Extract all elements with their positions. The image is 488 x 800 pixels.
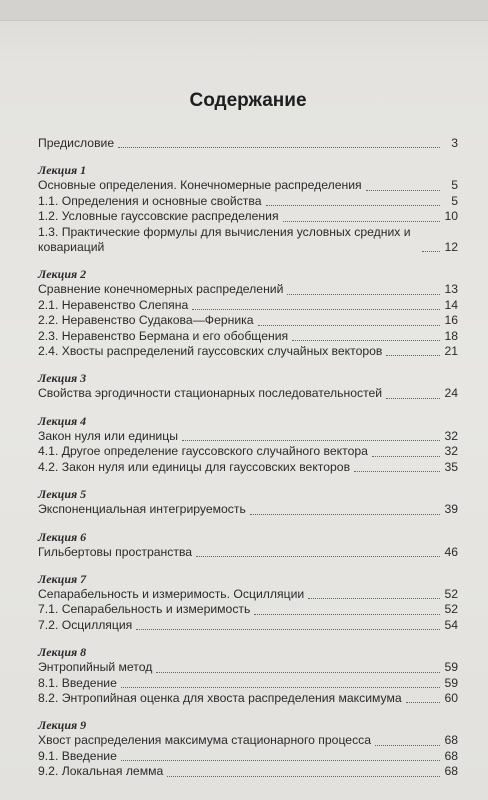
lecture-section: [38, 267, 458, 365]
entry-text: 8.1. Введение: [38, 675, 117, 690]
toc-entry: [38, 660, 458, 675]
leader-dots: [156, 672, 440, 673]
lecture-heading: Лекция 7: [38, 571, 87, 586]
entry-text: Закон нуля или единицы: [38, 428, 178, 443]
entry-page: 52: [444, 586, 458, 601]
leader-dots: [121, 687, 440, 688]
entry-page: 46: [444, 544, 458, 559]
entry-page: 21: [444, 344, 458, 359]
entry-text: 4.2. Закон нуля или единицы для гауссовских векторов: [38, 459, 351, 474]
entry-page: 16: [444, 313, 458, 328]
leader-dots: [422, 251, 440, 252]
entry-page: 12: [444, 240, 458, 255]
lecture-heading: Лекция 5: [38, 487, 87, 502]
lecture-heading: Лекция 4: [38, 413, 87, 428]
toc-entry: [38, 429, 458, 444]
entry-page: 10: [444, 209, 458, 224]
toc-entry-preface: [38, 136, 458, 151]
entry-text: Хвост распределения максимума стационарного процесса: [38, 733, 372, 748]
entry-text: Экспоненциальная интегрируемость: [38, 502, 246, 517]
entry-page: 68: [444, 764, 458, 779]
entry-text: 2.3. Неравенство Бермана и его обобщения: [38, 328, 289, 343]
lecture-list: [38, 163, 458, 785]
leader-dots: [283, 221, 440, 222]
entry-text: 9.1. Введение: [38, 748, 117, 763]
page-top-edge: [0, 0, 488, 21]
toc-entry: [38, 502, 458, 517]
lecture-heading: Лекция 9: [38, 718, 87, 733]
entry-text: 2.1. Неравенство Слепяна: [38, 297, 189, 312]
entry-text: 9.2. Локальная лемма: [38, 764, 164, 779]
entry-page: 3: [451, 136, 458, 150]
entry-text: 4.1. Другое определение гауссовского случайного вектора: [38, 444, 368, 459]
lecture-section: [38, 645, 458, 712]
toc-entry: [38, 587, 458, 602]
lecture-section: [38, 371, 458, 407]
entry-text: Сравнение конечномерных распределений: [38, 282, 284, 297]
entry-page: 59: [444, 660, 458, 675]
entry-page: 32: [444, 444, 458, 459]
entry-text: 2.2. Неравенство Судакова—Ферника: [38, 313, 254, 328]
leader-dots: [192, 309, 440, 310]
leader-dots: [386, 355, 440, 356]
entry-page: 59: [444, 675, 458, 690]
lecture-section: [38, 487, 458, 523]
entry-text: 1.1. Определения и основные свойства: [38, 193, 262, 208]
toc-entry: [38, 313, 458, 328]
toc-entry: [38, 298, 458, 313]
leader-dots: [121, 760, 440, 761]
toc-entry: [38, 282, 458, 297]
leader-dots: [292, 340, 440, 341]
entry-page: 68: [444, 733, 458, 748]
toc-entry: [38, 225, 458, 256]
entry-page: 14: [444, 297, 458, 312]
toc-entry: [38, 444, 458, 459]
leader-dots: [182, 440, 440, 441]
leader-dots: [366, 190, 440, 191]
toc-entry: [38, 329, 458, 344]
leader-dots: [258, 325, 440, 326]
entry-text: 2.4. Хвосты распределений гауссовских случайных векторов: [38, 344, 383, 359]
entry-text: 7.2. Осцилляция: [38, 617, 133, 632]
toc-entry: [38, 460, 458, 475]
leader-dots: [375, 745, 440, 746]
leader-dots: [196, 556, 440, 557]
leader-dots: [386, 398, 440, 399]
leader-dots: [118, 147, 440, 148]
toc-entry: [38, 676, 458, 691]
leader-dots: [136, 629, 440, 630]
lecture-heading: Лекция 8: [38, 645, 87, 660]
entry-text: 7.1. Сепарабельность и измеримость: [38, 602, 251, 617]
toc-entry: [38, 386, 458, 401]
leader-dots: [308, 598, 440, 599]
toc-entry: [38, 209, 458, 224]
lecture-section: [38, 718, 458, 785]
leader-dots: [406, 702, 440, 703]
toc-entry: [38, 618, 458, 633]
table-of-contents: [38, 90, 458, 786]
toc-entry: [38, 178, 458, 193]
entry-page: 24: [444, 386, 458, 401]
entry-page: 18: [444, 328, 458, 343]
entry-page: 35: [444, 459, 458, 474]
toc-entry: [38, 764, 458, 779]
toc-entry: [38, 602, 458, 617]
entry-text: Предисловие: [38, 136, 115, 150]
toc-entry: [38, 691, 458, 706]
entry-text: 1.2. Условные гауссовские распределения: [38, 209, 279, 224]
entry-text: 1.3. Практические формулы для вычисления условных средних и ковариаций: [38, 224, 411, 255]
entry-text: 8.2. Энтропийная оценка для хвоста распределения максимума: [38, 690, 402, 705]
toc-entry: [38, 344, 458, 359]
entry-text: Энтропийный метод: [38, 660, 153, 675]
entry-page: 13: [444, 282, 458, 297]
toc-entry: [38, 194, 458, 209]
entry-page: 54: [444, 617, 458, 632]
entry-text: Свойства эргодичности стационарных последовательностей: [38, 386, 383, 401]
leader-dots: [372, 456, 440, 457]
toc-entry: [38, 545, 458, 560]
leader-dots: [266, 205, 441, 206]
toc-entry: [38, 749, 458, 764]
entry-page: 68: [444, 748, 458, 763]
toc-entry: [38, 733, 458, 748]
leader-dots: [250, 514, 440, 515]
lecture-heading: Лекция 3: [38, 371, 87, 386]
lecture-heading: Лекция 2: [38, 267, 87, 282]
lecture-section: [38, 163, 458, 261]
entry-page: 39: [444, 502, 458, 517]
lecture-section: [38, 414, 458, 481]
entry-page: 5: [451, 178, 458, 193]
leader-dots: [167, 776, 440, 777]
entry-page: 32: [444, 428, 458, 443]
lecture-heading: Лекция 1: [38, 163, 87, 178]
leader-dots: [287, 294, 440, 295]
toc-title: Содержание: [189, 90, 307, 111]
lecture-section: [38, 572, 458, 639]
leader-dots: [254, 614, 440, 615]
leader-dots: [354, 471, 440, 472]
entry-page: 52: [444, 602, 458, 617]
lecture-heading: Лекция 6: [38, 529, 87, 544]
entry-text: Гильбертовы пространства: [38, 544, 193, 559]
entry-text: Основные определения. Конечномерные распределения: [38, 178, 362, 193]
entry-text: Сепарабельность и измеримость. Осцилляции: [38, 586, 305, 601]
lecture-section: [38, 530, 458, 566]
entry-page: 60: [444, 690, 458, 705]
entry-page: 5: [451, 193, 458, 208]
